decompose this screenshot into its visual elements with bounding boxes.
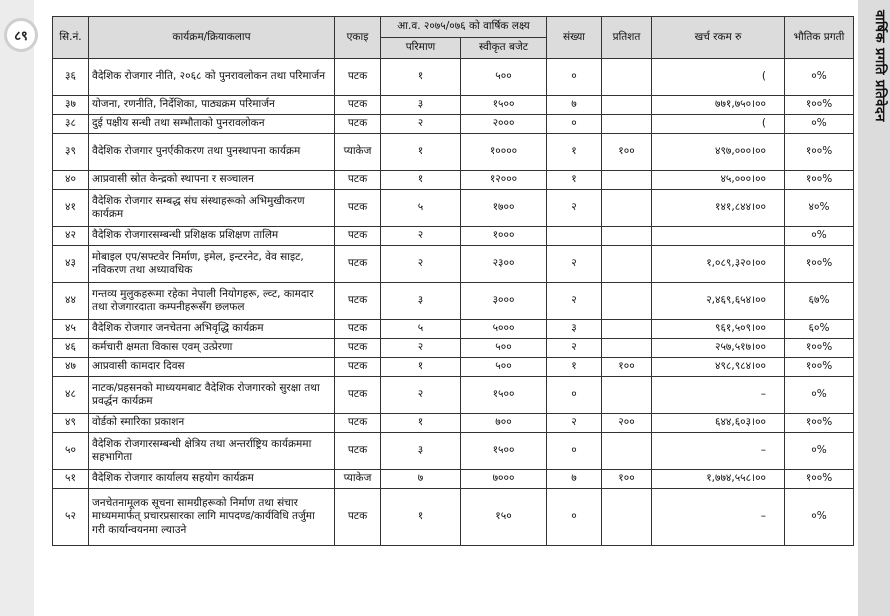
cell-progress: ६०% bbox=[785, 320, 854, 339]
cell-unit: प्याकेज bbox=[335, 470, 381, 489]
cell-budget: ७००० bbox=[461, 470, 547, 489]
table-row bbox=[53, 134, 854, 171]
cell-sn: ४४ bbox=[53, 283, 89, 320]
cell-program: वैदेशिक रोजगार नीति, २०६८ को पुनरावलोकन तथा परिमार्जन bbox=[89, 59, 335, 96]
table-row bbox=[53, 227, 854, 246]
cell-count: १ bbox=[547, 358, 602, 377]
cell-percent bbox=[602, 227, 652, 246]
cell-percent bbox=[602, 96, 652, 115]
table-row bbox=[53, 320, 854, 339]
cell-count: ० bbox=[547, 377, 602, 414]
cell-count: १ bbox=[547, 134, 602, 171]
cell-budget: १७०० bbox=[461, 190, 547, 227]
header-annual-target: आ.व. २०७५/०७६ को वार्षिक लक्ष्य bbox=[381, 17, 547, 38]
cell-expense: २५७,५१७।०० bbox=[652, 339, 785, 358]
cell-unit: पटक bbox=[335, 414, 381, 433]
cell-expense: १,०८९,३२०।०० bbox=[652, 246, 785, 283]
header-program: कार्यक्रम/क्रियाकलाप bbox=[89, 17, 335, 59]
cell-sn: ५२ bbox=[53, 489, 89, 546]
cell-percent bbox=[602, 246, 652, 283]
cell-percent bbox=[602, 320, 652, 339]
side-title: वार्षिक प्रगति प्रतिवेदन bbox=[872, 10, 887, 123]
cell-budget: १००० bbox=[461, 227, 547, 246]
cell-sn: ५० bbox=[53, 433, 89, 470]
cell-quantity: १ bbox=[381, 171, 461, 190]
cell-quantity: १ bbox=[381, 59, 461, 96]
cell-sn: ४३ bbox=[53, 246, 89, 283]
cell-quantity: २ bbox=[381, 246, 461, 283]
cell-quantity: २ bbox=[381, 115, 461, 134]
cell-unit: पटक bbox=[335, 377, 381, 414]
cell-expense: ६४४,६०३।०० bbox=[652, 414, 785, 433]
cell-program: नाटक/प्रहसनको माध्ययमबाट वैदेशिक रोजगारको सुरक्षा तथा प्रवर्द्धन कार्यक्रम bbox=[89, 377, 335, 414]
cell-expense: १,७७४,५५८।०० bbox=[652, 470, 785, 489]
cell-progress: १००% bbox=[785, 470, 854, 489]
cell-quantity: २ bbox=[381, 377, 461, 414]
header-quantity: परिमाण bbox=[381, 38, 461, 59]
cell-quantity: ५ bbox=[381, 190, 461, 227]
cell-budget: १०००० bbox=[461, 134, 547, 171]
progress-table bbox=[52, 16, 854, 546]
cell-sn: ४८ bbox=[53, 377, 89, 414]
table-row bbox=[53, 96, 854, 115]
cell-unit: पटक bbox=[335, 190, 381, 227]
cell-percent: २०० bbox=[602, 414, 652, 433]
cell-sn: ५१ bbox=[53, 470, 89, 489]
cell-progress: १००% bbox=[785, 246, 854, 283]
cell-sn: ४१ bbox=[53, 190, 89, 227]
cell-quantity: ३ bbox=[381, 283, 461, 320]
table-row bbox=[53, 59, 854, 96]
cell-progress: ६७% bbox=[785, 283, 854, 320]
cell-expense: ७७१,७५०।०० bbox=[652, 96, 785, 115]
cell-program: जनचेतनामूलक सूचना सामग्रीहरूको निर्माण तथा संचार माध्यममार्फत् प्रचारप्रसारका लागि मापदण्ड/कार्यविधि तर्जुमा गरी कार्यान्वयनमा ल्याउने bbox=[89, 489, 335, 546]
cell-program: योजना, रणनीति, निर्देशिका, पाठ्यक्रम परिमार्जन bbox=[89, 96, 335, 115]
cell-budget: ५०० bbox=[461, 358, 547, 377]
cell-program: वैदेशिक रोजगार कार्यालय सहयोग कार्यक्रम bbox=[89, 470, 335, 489]
cell-sn: ३९ bbox=[53, 134, 89, 171]
table-row bbox=[53, 283, 854, 320]
cell-unit: पटक bbox=[335, 358, 381, 377]
table-row bbox=[53, 433, 854, 470]
cell-count: ३ bbox=[547, 320, 602, 339]
cell-percent bbox=[602, 115, 652, 134]
cell-expense: ९६१,५०९।०० bbox=[652, 320, 785, 339]
cell-budget: १५०० bbox=[461, 377, 547, 414]
cell-quantity: ७ bbox=[381, 470, 461, 489]
cell-budget: १५०० bbox=[461, 96, 547, 115]
header-budget: स्वीकृत बजेट bbox=[461, 38, 547, 59]
cell-progress: १००% bbox=[785, 339, 854, 358]
cell-expense: – bbox=[652, 377, 785, 414]
cell-percent: १०० bbox=[602, 134, 652, 171]
cell-program: गन्तव्य मुलुकहरूमा रहेका नेपाली नियोगहरू, ल्व्ट, कामदार तथा रोजगारदाता कम्पनीहरूसँग छलफल bbox=[89, 283, 335, 320]
cell-percent bbox=[602, 283, 652, 320]
cell-expense: १४१,८४४।०० bbox=[652, 190, 785, 227]
cell-progress: ०% bbox=[785, 115, 854, 134]
cell-progress: १००% bbox=[785, 96, 854, 115]
cell-progress: १००% bbox=[785, 134, 854, 171]
cell-progress: १००% bbox=[785, 358, 854, 377]
cell-percent bbox=[602, 377, 652, 414]
cell-quantity: ३ bbox=[381, 96, 461, 115]
cell-percent bbox=[602, 59, 652, 96]
cell-percent bbox=[602, 433, 652, 470]
cell-count: २ bbox=[547, 283, 602, 320]
cell-unit: पटक bbox=[335, 115, 381, 134]
cell-unit: पटक bbox=[335, 171, 381, 190]
page-number-badge: ८९ bbox=[4, 18, 38, 52]
cell-progress: ०% bbox=[785, 227, 854, 246]
cell-budget: १५०० bbox=[461, 433, 547, 470]
header-physical-progress: भौतिक प्रगती bbox=[785, 17, 854, 59]
cell-sn: ४५ bbox=[53, 320, 89, 339]
header-percent: प्रतिशत bbox=[602, 17, 652, 59]
header-expense: खर्च रकम रु bbox=[652, 17, 785, 59]
cell-program: वैदेशिक रोजगारसम्बन्धी क्षेत्रिय तथा अन्तर्राष्ट्रिय कार्यक्रममा सहभागिता bbox=[89, 433, 335, 470]
cell-count: २ bbox=[547, 414, 602, 433]
cell-quantity: १ bbox=[381, 134, 461, 171]
cell-unit: प्याकेज bbox=[335, 134, 381, 171]
table-row bbox=[53, 489, 854, 546]
cell-unit: पटक bbox=[335, 339, 381, 358]
cell-count: ० bbox=[547, 59, 602, 96]
cell-sn: ३८ bbox=[53, 115, 89, 134]
header-count: संख्या bbox=[547, 17, 602, 59]
cell-budget: १२००० bbox=[461, 171, 547, 190]
cell-expense: – bbox=[652, 489, 785, 546]
cell-count: २ bbox=[547, 339, 602, 358]
table-row bbox=[53, 414, 854, 433]
cell-sn: ३६ bbox=[53, 59, 89, 96]
cell-count: ० bbox=[547, 489, 602, 546]
cell-expense: ( bbox=[652, 115, 785, 134]
cell-progress: ०% bbox=[785, 489, 854, 546]
cell-sn: ३७ bbox=[53, 96, 89, 115]
cell-unit: पटक bbox=[335, 96, 381, 115]
cell-expense: – bbox=[652, 433, 785, 470]
cell-progress: १००% bbox=[785, 171, 854, 190]
cell-unit: पटक bbox=[335, 227, 381, 246]
cell-unit: पटक bbox=[335, 283, 381, 320]
cell-count: ७ bbox=[547, 96, 602, 115]
cell-program: कर्मचारी क्षमता विकास एवम् उत्प्रेरणा bbox=[89, 339, 335, 358]
right-margin-band bbox=[858, 0, 890, 616]
table-row bbox=[53, 190, 854, 227]
table-row bbox=[53, 339, 854, 358]
cell-budget: ३००० bbox=[461, 283, 547, 320]
table-row bbox=[53, 358, 854, 377]
cell-program: वोर्डको स्मारिका प्रकाशन bbox=[89, 414, 335, 433]
header-sn: सि.नं. bbox=[53, 17, 89, 59]
cell-program: वैदेशिक रोजगारसम्बन्धी प्रशिक्षक प्रशिक्षण तालिम bbox=[89, 227, 335, 246]
cell-unit: पटक bbox=[335, 433, 381, 470]
table-row bbox=[53, 246, 854, 283]
cell-sn: ४६ bbox=[53, 339, 89, 358]
cell-sn: ४० bbox=[53, 171, 89, 190]
cell-count bbox=[547, 227, 602, 246]
cell-progress: ०% bbox=[785, 433, 854, 470]
cell-sn: ४२ bbox=[53, 227, 89, 246]
cell-budget: १५० bbox=[461, 489, 547, 546]
cell-expense: ४९८,९८४।०० bbox=[652, 358, 785, 377]
cell-quantity: १ bbox=[381, 414, 461, 433]
cell-quantity: २ bbox=[381, 339, 461, 358]
cell-quantity: १ bbox=[381, 489, 461, 546]
cell-unit: पटक bbox=[335, 320, 381, 339]
cell-budget: ७०० bbox=[461, 414, 547, 433]
table-row bbox=[53, 470, 854, 489]
cell-percent: १०० bbox=[602, 470, 652, 489]
cell-count: ० bbox=[547, 433, 602, 470]
cell-count: २ bbox=[547, 246, 602, 283]
cell-program: वैदेशिक रोजगार पुनर्एकीकरण तथा पुनस्थापना कार्यक्रम bbox=[89, 134, 335, 171]
cell-budget: २३०० bbox=[461, 246, 547, 283]
cell-quantity: ५ bbox=[381, 320, 461, 339]
cell-percent: १०० bbox=[602, 358, 652, 377]
cell-count: २ bbox=[547, 190, 602, 227]
cell-progress: ०% bbox=[785, 59, 854, 96]
cell-count: १ bbox=[547, 171, 602, 190]
cell-program: वैदेशिक रोजगार जनचेतना अभिवृद्धि कार्यक्रम bbox=[89, 320, 335, 339]
left-margin-band bbox=[0, 0, 34, 616]
header-row bbox=[53, 17, 854, 38]
cell-expense: ४५,०००।०० bbox=[652, 171, 785, 190]
cell-budget: २००० bbox=[461, 115, 547, 134]
cell-percent bbox=[602, 489, 652, 546]
cell-count: ७ bbox=[547, 470, 602, 489]
cell-percent bbox=[602, 171, 652, 190]
cell-program: आप्रवासी स्रोत केन्द्रको स्थापना र सञ्चालन bbox=[89, 171, 335, 190]
cell-quantity: ३ bbox=[381, 433, 461, 470]
table-row bbox=[53, 377, 854, 414]
cell-progress: ०% bbox=[785, 377, 854, 414]
header-unit: एकाइ bbox=[335, 17, 381, 59]
cell-percent bbox=[602, 190, 652, 227]
cell-program: मोबाइल एप/सफ्टवेर निर्माण, इमेल, इन्टरनेट, वेव साइट, नविकरण तथा अध्यावधिक bbox=[89, 246, 335, 283]
cell-program: आप्रवासी कामदार दिवस bbox=[89, 358, 335, 377]
cell-quantity: २ bbox=[381, 227, 461, 246]
cell-expense bbox=[652, 227, 785, 246]
cell-expense: २,४६९,६५४।०० bbox=[652, 283, 785, 320]
cell-unit: पटक bbox=[335, 246, 381, 283]
cell-percent bbox=[602, 339, 652, 358]
cell-program: दुई पक्षीय सन्धी तथा सम्भौताको पुनरावलोकन bbox=[89, 115, 335, 134]
cell-budget: ५०० bbox=[461, 339, 547, 358]
cell-program: वैदेशिक रोजगार सम्बद्ध संघ संस्थाहरूको अभिमुखीकरण कार्यक्रम bbox=[89, 190, 335, 227]
table-row bbox=[53, 115, 854, 134]
cell-expense: ४९७,०००।०० bbox=[652, 134, 785, 171]
cell-budget: ५०० bbox=[461, 59, 547, 96]
cell-sn: ४९ bbox=[53, 414, 89, 433]
cell-unit: पटक bbox=[335, 489, 381, 546]
cell-sn: ४७ bbox=[53, 358, 89, 377]
cell-progress: ४०% bbox=[785, 190, 854, 227]
table-row bbox=[53, 171, 854, 190]
cell-quantity: १ bbox=[381, 358, 461, 377]
cell-budget: ५००० bbox=[461, 320, 547, 339]
cell-progress: १००% bbox=[785, 414, 854, 433]
cell-count: ० bbox=[547, 115, 602, 134]
cell-expense: ( bbox=[652, 59, 785, 96]
cell-unit: पटक bbox=[335, 59, 381, 96]
